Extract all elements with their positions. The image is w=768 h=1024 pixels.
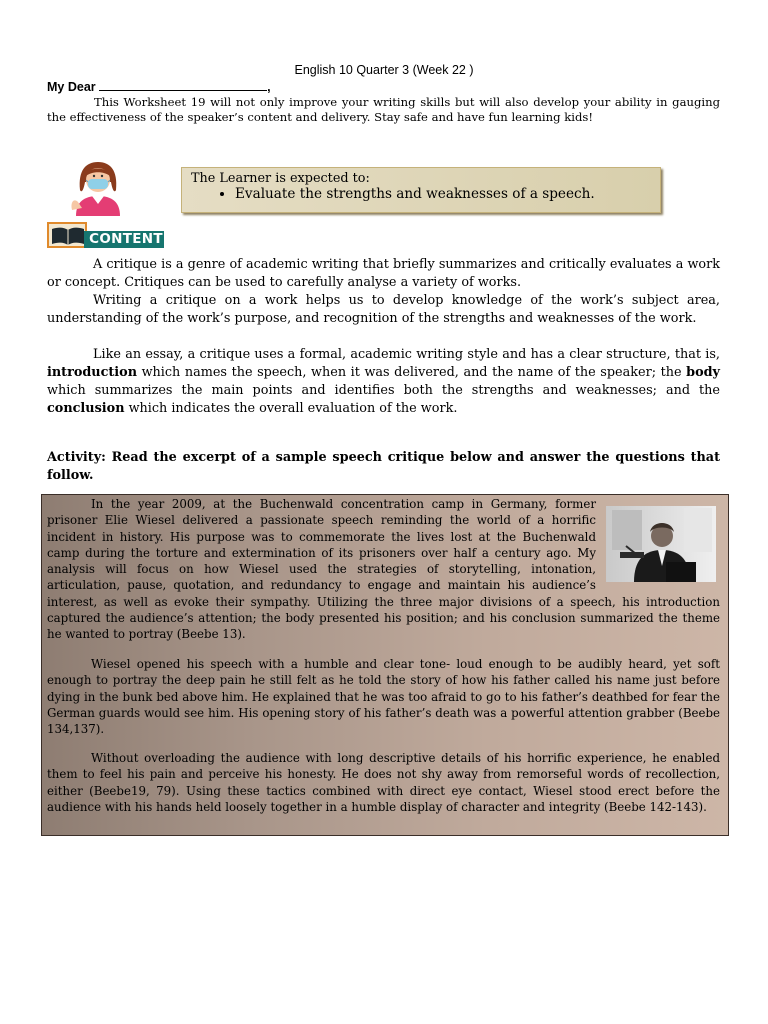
content-section-badge bbox=[46, 219, 166, 249]
term-body: body bbox=[686, 365, 720, 380]
activity-instruction: Activity: Read the excerpt of a sample speech critique below and answer the questions that follow. bbox=[47, 450, 720, 483]
content-badge-label: CONTENT bbox=[89, 231, 163, 247]
excerpt-paragraph-2: Wiesel opened his speech with a humble and clear tone- loud enough to be audibly heard, yet soft enough to portray the deep pain he still felt as he told the story of how his father called his name just before dying in the bunk bed above him. He explained that he was too afraid to go to his father’s deathbed for fear the German guards would see him. His opening story of his father’s death was a powerful attention grabber (Beebe 134,137). bbox=[47, 657, 720, 737]
objective-list bbox=[191, 186, 651, 203]
name-blank-line bbox=[99, 80, 267, 91]
p3-text-3: which summarizes the main points and identifies both the strengths and weaknesses; and the bbox=[47, 383, 720, 398]
content-paragraph-3 bbox=[47, 346, 720, 418]
p3-text-4: which indicates the overall evaluation of the work. bbox=[124, 401, 458, 416]
excerpt-paragraph-1-text: In the year 2009, at the Buchenwald concentration camp in Germany, former prisoner Elie Wiesel delivered a passionate speech reminding the world of a horrific incident in history. His purpose was to commemorate the lives lost at the Buchenwald camp during the torture and extermination of its prisoners over half a century ago. My analysis will focus on how Wiesel used the strategies of storytelling, intonation, articulation, pause, quotation, and redundancy to engage and maintain his audience’s interest, as well as evoke their sympathy. Utilizing the three major divisions of a speech, his introduction captured the audience’s attention; the body presented his position; and his conclusion summarized the theme he wanted to portray (Beebe 13). bbox=[47, 497, 720, 642]
teacher-with-mask-icon bbox=[62, 158, 134, 216]
p3-text-2: which names the speech, when it was delivered, and the name of the speaker; the bbox=[137, 365, 687, 380]
greeting-text: My Dear bbox=[47, 80, 96, 94]
p3-text-1: Like an essay, a critique uses a formal, academic writing style and has a clear structure, that is, bbox=[93, 347, 720, 362]
speaker-at-podium-photo bbox=[606, 506, 716, 582]
objective-item: • Evaluate the strengths and weaknesses of a speech. bbox=[235, 186, 651, 203]
learning-objective-box bbox=[181, 167, 661, 213]
excerpt-paragraph-1 bbox=[47, 496, 720, 643]
worksheet-title: English 10 Quarter 3 (Week 22 ) bbox=[294, 63, 474, 77]
objective-lead: The Learner is expected to: bbox=[191, 171, 370, 186]
greeting-comma: , bbox=[267, 80, 271, 94]
content-paragraph-1: A critique is a genre of academic writing that briefly summarizes and critically evaluates a work or concept. Critiques can be used to carefully analyse a variety of works. bbox=[47, 257, 720, 290]
excerpt-paragraph-3: Without overloading the audience with long descriptive details of his horrific experience, he enabled them to feel his pain and perceive his honesty. He does not shy away from remorseful words of recollection, either (Beebe19, 79). Using these tactics combined with direct eye contact, Wiesel stood erect before the audience with his hands held loosely together in a humble display of character and integrity (Beebe 142-143). bbox=[47, 751, 720, 814]
intro-paragraph: This Worksheet 19 will not only improve your writing skills but will also develop your ability in gauging the effectiveness of the speaker’s content and delivery. Stay safe and have fun learning kids! bbox=[47, 95, 720, 124]
term-conclusion: conclusion bbox=[47, 401, 125, 416]
content-paragraph-2: Writing a critique on a work helps us to develop knowledge of the work’s subject area, understanding of the work’s purpose, and recognition of the strengths and weaknesses of the work. bbox=[47, 293, 720, 326]
term-introduction: introduction bbox=[47, 365, 138, 380]
greeting-line bbox=[47, 80, 271, 94]
